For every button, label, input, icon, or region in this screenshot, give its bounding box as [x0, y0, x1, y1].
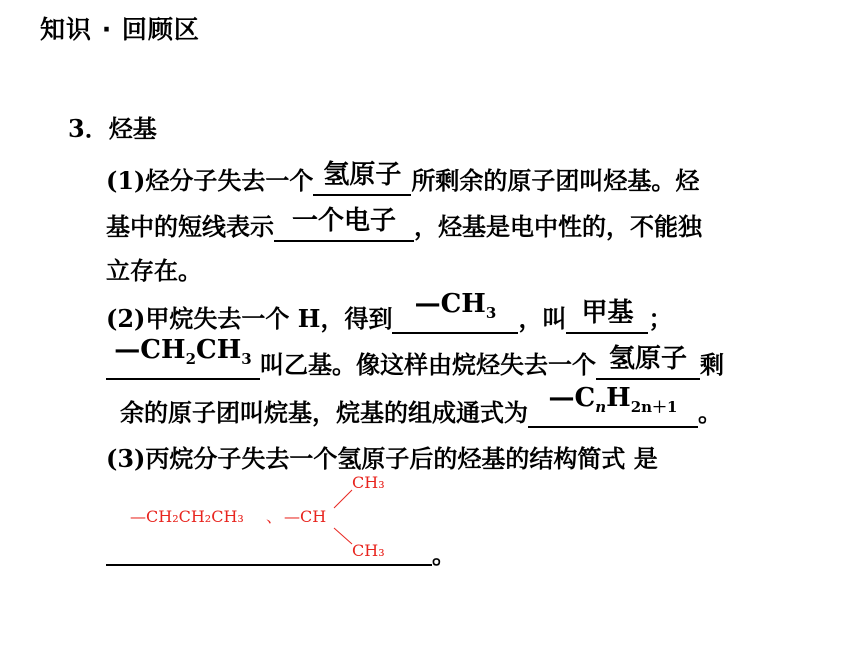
methyl-top: CH₃	[352, 473, 385, 492]
p2-mid: ，叫	[518, 304, 567, 333]
p2-mid2: 叫乙基。像这样由烷烃失去一个	[260, 350, 596, 379]
blank-methyl-formula	[392, 288, 518, 334]
blank-methyl-name	[566, 298, 648, 334]
section-title: 3．烃基	[68, 114, 157, 143]
p2-line3-end: 。	[698, 398, 722, 427]
p2-line3	[120, 382, 722, 428]
p1-line2	[106, 206, 702, 242]
answer-methyl-formula: $—CH_3$	[414, 288, 497, 322]
methyl-bottom: CH₃	[352, 541, 385, 560]
p1-line1	[106, 160, 700, 196]
answer-one-electron: 一个电子	[291, 206, 396, 236]
p2-line1	[106, 288, 673, 334]
bond-up	[334, 490, 352, 508]
propyl-structures	[120, 468, 420, 564]
blank-ethyl-formula	[106, 334, 260, 380]
answer-alkyl-formula: $—C_nH_{2n+1}$	[548, 382, 678, 416]
blank-hydrogen-atom-2	[596, 344, 700, 380]
p1-line2-prefix: 基中的短线表示	[106, 212, 274, 241]
p2-end2: 剩	[700, 350, 724, 379]
p2-line3-prefix: 余的原子团叫烷基，烷基的组成通式为	[120, 398, 528, 427]
answer-methyl-name: 甲基	[581, 298, 634, 328]
blank-hydrogen-atom	[313, 160, 411, 196]
section-header: 知识 · 回顾区	[40, 15, 200, 44]
p2-line2	[106, 334, 724, 380]
answer-hydrogen-atom-2: 氢原子	[608, 344, 687, 374]
answer-ethyl-formula: $—CH_2CH_3$	[114, 334, 252, 368]
p1-line3: 立存在。	[106, 256, 202, 285]
isopropyl-main: —CH	[284, 507, 327, 526]
p2-prefix: (2)甲烷失去一个 H，得到	[106, 304, 393, 333]
p3-end: 。	[432, 540, 456, 569]
separator: 、	[266, 507, 283, 526]
p1-mid1: 所剩余的原子团叫烃基。烃	[411, 166, 700, 195]
answer-hydrogen-atom: 氢原子	[323, 160, 402, 190]
bond-down	[334, 528, 352, 544]
blank-alkyl-formula	[528, 382, 698, 428]
propyl-formula: —CH₂CH₂CH₃	[130, 507, 244, 526]
p1-line2-suffix: ，烃基是电中性的，不能独	[414, 212, 702, 241]
p2-end: ；	[648, 304, 673, 333]
p1-prefix: (1)烃分子失去一个	[106, 166, 314, 195]
p3-line1: (3)丙烷分子失去一个氢原子后的烃基的结构简式 是	[106, 444, 658, 473]
blank-propyl-structures	[106, 564, 432, 566]
blank-one-electron	[274, 206, 414, 242]
